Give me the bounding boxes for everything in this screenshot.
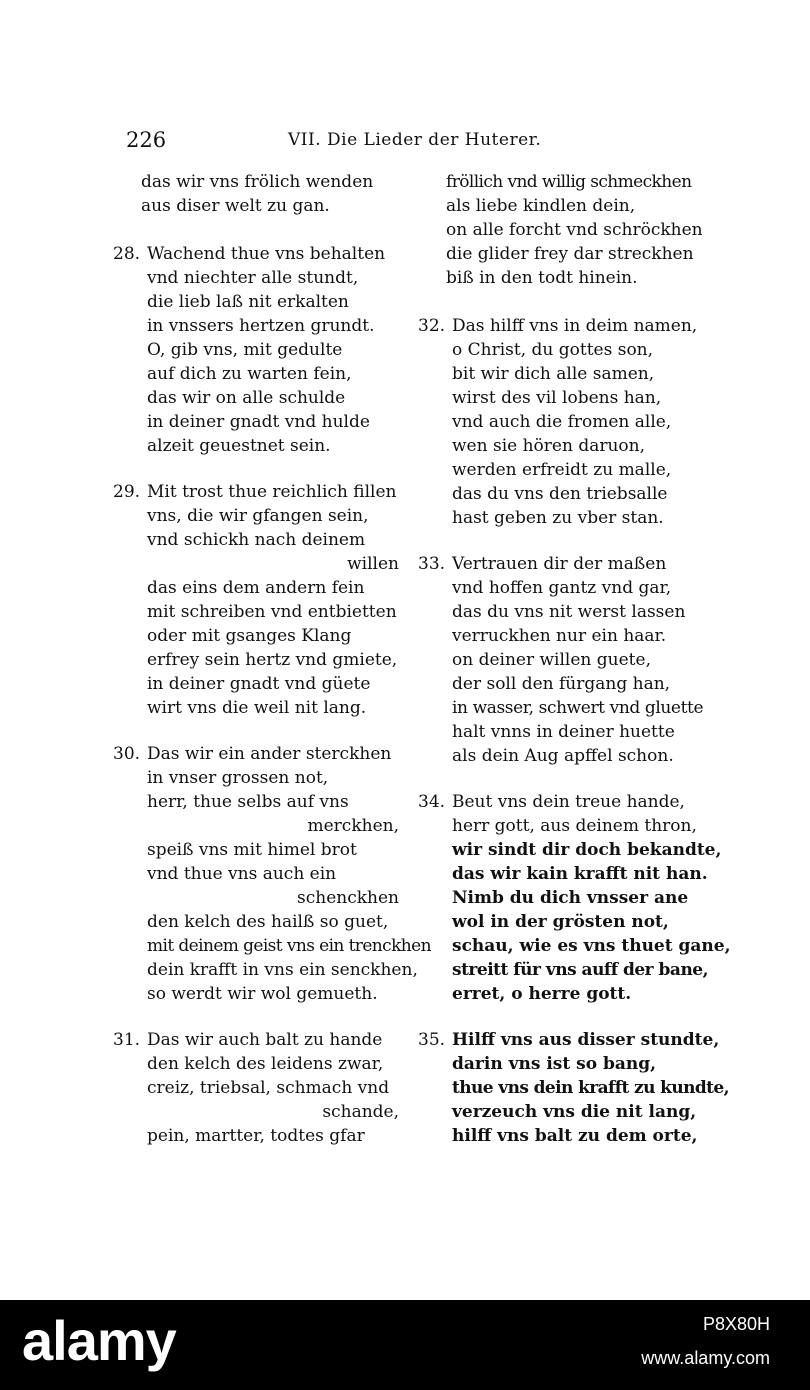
stanza-34 (418, 790, 731, 1006)
verse-line: das wir kain krafft nit han. (452, 864, 708, 884)
verse-line: biß in den todt hinein. (446, 268, 638, 288)
stanza-32 (418, 314, 718, 530)
stanza-31 (113, 1028, 413, 1148)
verse-line: Mit trost thue reichlich fillen (147, 482, 397, 502)
verse-line: mit deinem geist vns ein trenckhen (147, 936, 431, 956)
site-url: www.alamy.com (641, 1348, 770, 1368)
verse-line: das wir on alle schulde (147, 388, 346, 408)
verse-line: wol in der grösten not, (452, 912, 669, 932)
verse-line: das wir vns frölich wenden (141, 172, 374, 192)
verse-line: erfrey sein hertz vnd gmiete, (147, 650, 398, 670)
verse-line: Vertrauen dir der maßen (452, 554, 667, 574)
verse-line-runover: schande, (322, 1102, 399, 1122)
verse-line: wir sindt dir doch bekandte, (452, 840, 722, 860)
stanza-number: 33. (418, 554, 446, 574)
verse-line: hilff vns balt zu dem orte, (452, 1126, 698, 1146)
verse-line: on deiner willen guete, (452, 650, 651, 670)
verse-line: verruckhen nur ein haar. (452, 626, 667, 646)
verse-line: Das wir ein ander sterckhen (147, 744, 392, 764)
verse-line: speiß vns mit himel brot (147, 840, 357, 860)
verse-line: vnd thue vns auch ein (147, 864, 337, 884)
verse-line: herr gott, aus deinem thron, (452, 816, 697, 836)
verse-line: alzeit geuestnet sein. (147, 436, 331, 456)
alamy-logo: alamy (22, 1309, 176, 1372)
verse-line: halt vnns in deiner huette (452, 722, 675, 742)
verse-line: Hilff vns aus disser stundte, (452, 1030, 720, 1050)
stanza-number: 32. (418, 316, 446, 336)
watermark-banner (0, 1300, 810, 1390)
verse-line: der soll den fürgang han, (452, 674, 671, 694)
stanza-number: 28. (113, 244, 141, 264)
verse-line: vns, die wir gfangen sein, (147, 506, 369, 526)
verse-line: vnd auch die fromen alle, (452, 412, 672, 432)
verse-line: schau, wie es vns thuet gane, (452, 936, 731, 956)
stanza (418, 170, 718, 290)
verse-line: vnd niechter alle stundt, (147, 268, 359, 288)
verse-line: vnd schickh nach deinem (147, 530, 366, 550)
stanza-number: 34. (418, 792, 446, 812)
verse-line: den kelch des leidens zwar, (147, 1054, 384, 1074)
verse-line: Nimb du dich vnsser ane (452, 888, 689, 908)
stanza-29 (113, 480, 413, 720)
running-head: VII. Die Lieder der Huterer. (288, 130, 542, 150)
verse-line: creiz, triebsal, schmach vnd (147, 1078, 390, 1098)
verse-line: in deiner gnadt vnd hulde (147, 412, 370, 432)
verse-line: streitt für vns auff der bane, (452, 960, 709, 980)
stanza-number: 31. (113, 1030, 141, 1050)
verse-line: Das wir auch balt zu hande (147, 1030, 383, 1050)
stanza-33 (418, 552, 718, 768)
stanza-30 (113, 742, 431, 1006)
verse-line: erret, o herre gott. (452, 984, 632, 1004)
verse-line: fröllich vnd willig schmeckhen (446, 172, 692, 192)
verse-line: herr, thue selbs auf vns (147, 792, 349, 812)
verse-line: die lieb laß nit erkalten (147, 292, 349, 312)
verse-line: das du vns nit werst lassen (452, 602, 686, 622)
verse-line: als dein Aug apffel schon. (452, 746, 674, 766)
verse-line: hast geben zu vber stan. (452, 508, 664, 528)
verse-line: wirt vns die weil nit lang. (147, 698, 367, 718)
verse-line: bit wir dich alle samen, (452, 364, 655, 384)
verse-line: o Christ, du gottes son, (452, 340, 654, 360)
verse-line: das du vns den triebsalle (452, 484, 668, 504)
verse-line: wen sie hören daruon, (452, 436, 645, 456)
verse-line: thue vns dein krafft zu kundte, (452, 1078, 729, 1098)
verse-line: O, gib vns, mit gedulte (147, 340, 343, 360)
stanza-number: 35. (418, 1030, 446, 1050)
verse-line-runover: merckhen, (307, 816, 399, 836)
left-column (113, 170, 431, 1170)
stanza-28 (113, 242, 413, 458)
verse-line: darin vns ist so bang, (452, 1054, 657, 1074)
verse-line: aus diser welt zu gan. (141, 196, 330, 216)
verse-line: vnd hoffen gantz vnd gar, (452, 578, 672, 598)
verse-line-runover: schenckhen (297, 888, 399, 908)
verse-line: das eins dem andern fein (147, 578, 365, 598)
stanza-number: 30. (113, 744, 141, 764)
verse-line: in deiner gnadt vnd güete (147, 674, 371, 694)
verse-line: den kelch des hailß so guet, (147, 912, 389, 932)
verse-line: die glider frey dar streckhen (446, 244, 694, 264)
verse-line: werden erfreidt zu malle, (452, 460, 672, 480)
stanza (113, 170, 413, 218)
verse-line: auf dich zu warten fein, (147, 364, 352, 384)
verse-line: wirst des vil lobens han, (452, 388, 662, 408)
verse-line: Beut vns dein treue hande, (452, 792, 685, 812)
verse-line-runover: willen (347, 554, 399, 574)
verse-line: mit schreiben vnd entbietten (147, 602, 397, 622)
verse-line: Wachend thue vns behalten (147, 244, 386, 264)
page-number: 226 (126, 128, 167, 152)
verse-line: als liebe kindlen dein, (446, 196, 636, 216)
verse-line: oder mit gsanges Klang (147, 626, 352, 646)
verse-line: dein krafft in vns ein senckhen, (147, 960, 418, 980)
verse-line: verzeuch vns die nit lang, (452, 1102, 697, 1122)
verse-line: pein, martter, todtes gfar (147, 1126, 365, 1146)
verse-line: Das hilff vns in deim namen, (452, 316, 698, 336)
verse-line: in wasser, schwert vnd gluette (452, 698, 704, 718)
verse-line: on alle forcht vnd schröckhen (446, 220, 703, 240)
verse-line: so werdt wir wol gemueth. (147, 984, 378, 1004)
verse-line: in vnssers hertzen grundt. (147, 316, 375, 336)
stanza-number: 29. (113, 482, 141, 502)
right-column (418, 170, 731, 1170)
verse-line: in vnser grossen not, (147, 768, 329, 788)
stanza-35 (418, 1028, 729, 1148)
image-id: P8X80H (702, 1314, 770, 1334)
